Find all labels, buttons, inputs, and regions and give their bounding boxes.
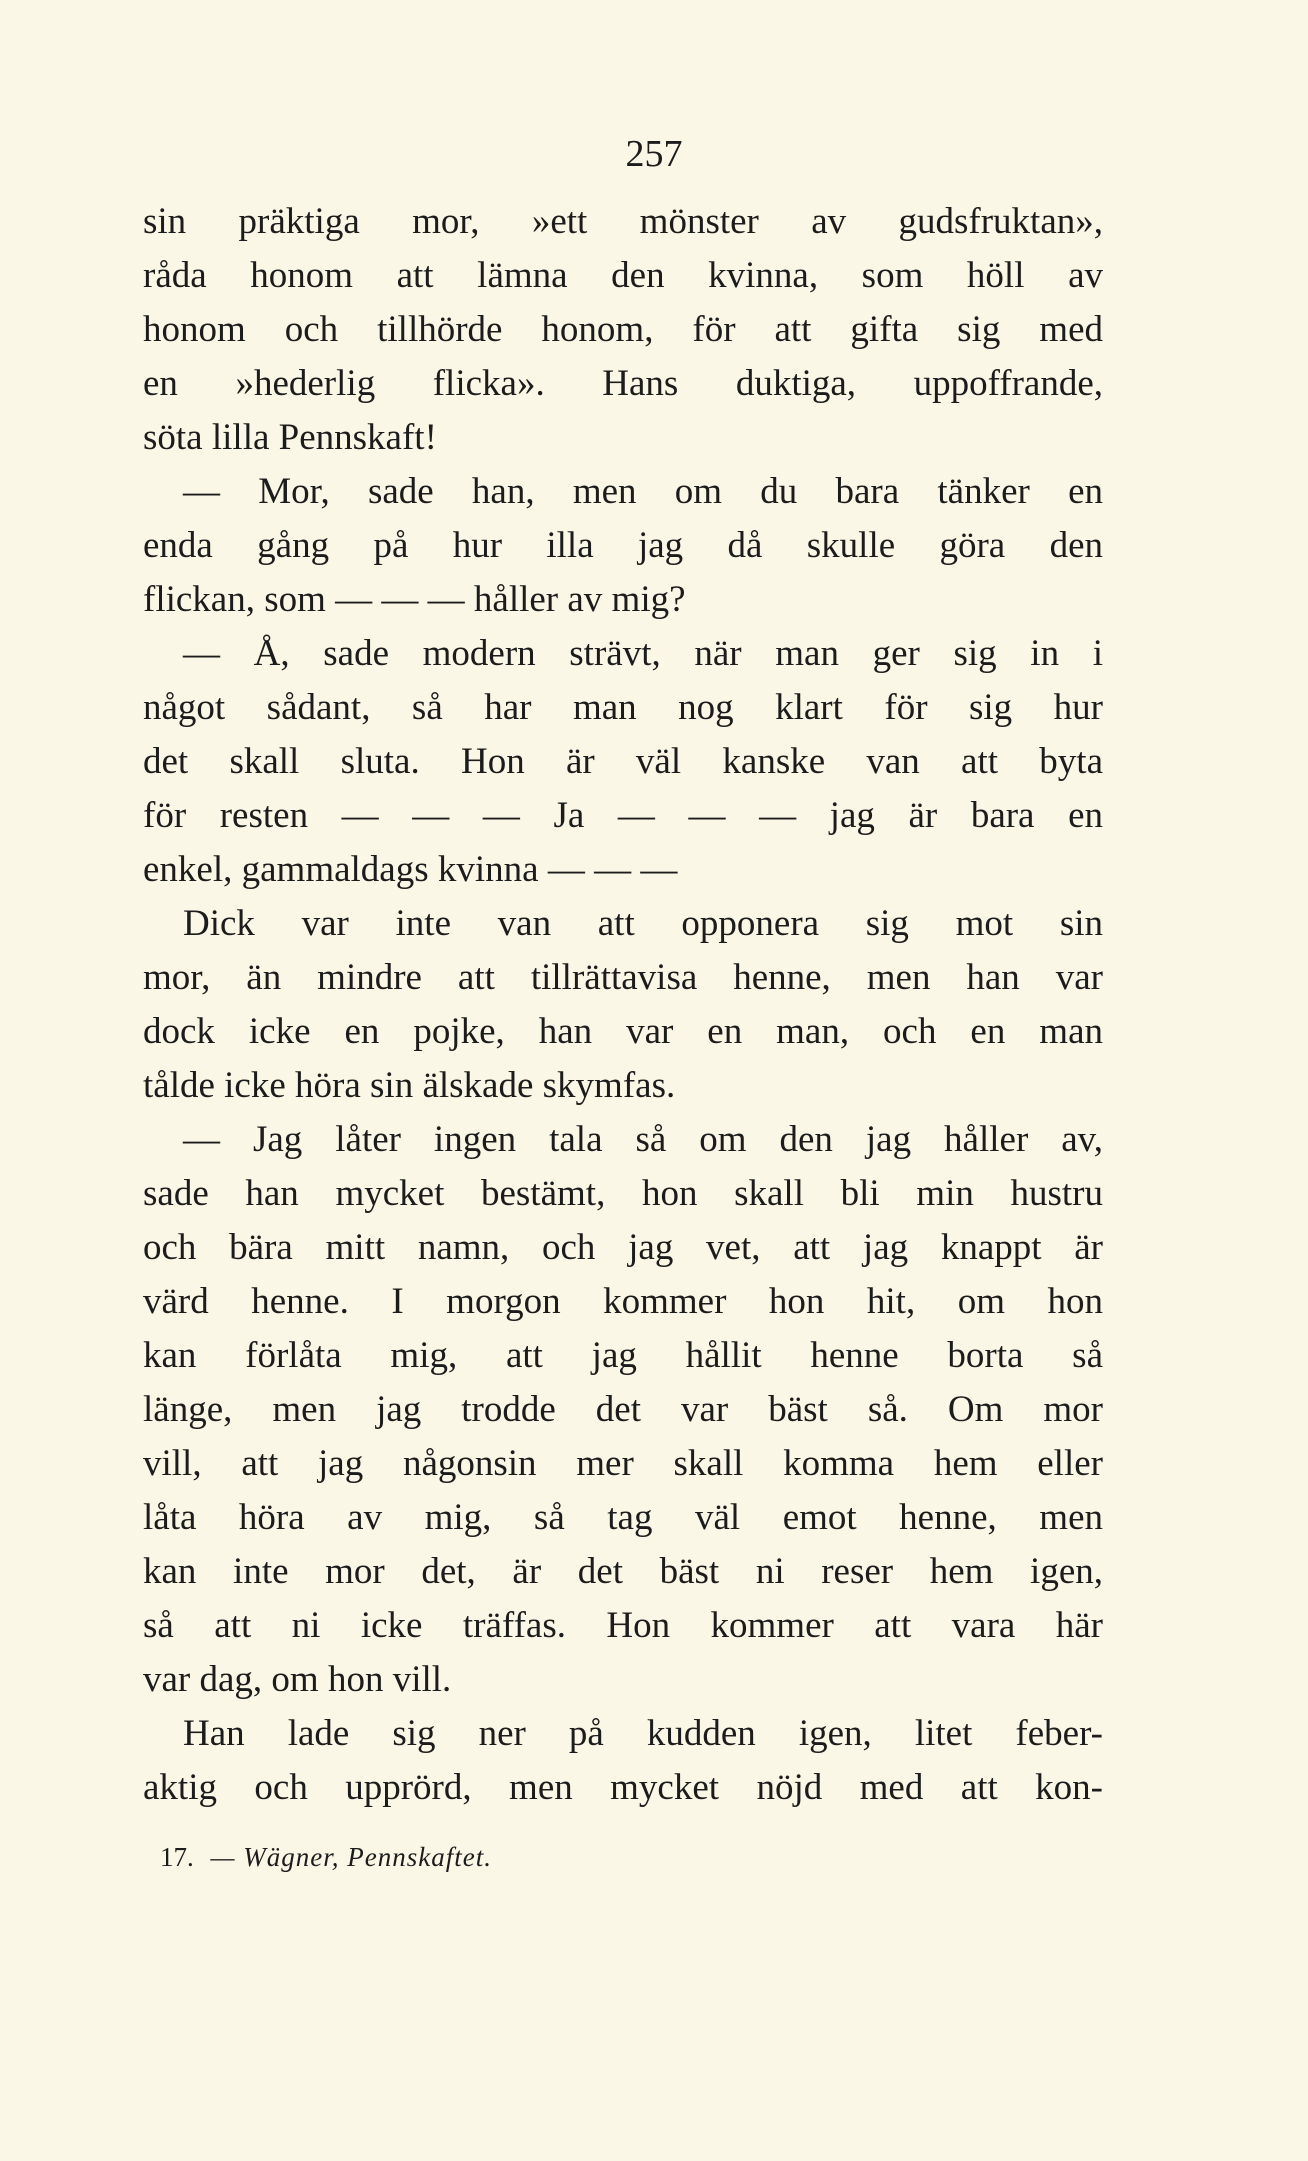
text-line-12: för resten — — — Ja — — — jag är bara en [143, 795, 1103, 836]
text-line-18: — Jag låter ingen tala så om den jag håller av, [183, 1119, 1103, 1160]
text-line-28: var dag, om hon vill. [143, 1659, 452, 1700]
text-line-15: mor, än mindre att tillrättavisa henne, men han var [143, 957, 1103, 998]
text-line-22: kan förlåta mig, att jag hållit henne borta så [143, 1335, 1103, 1376]
text-line-19: sade han mycket bestämt, hon skall bli min hustru [143, 1173, 1103, 1214]
text-line-26: kan inte mor det, är det bäst ni reser hem igen, [143, 1551, 1103, 1592]
text-line-27: så att ni icke träffas. Hon kommer att vara här [143, 1605, 1103, 1646]
text-line-23: länge, men jag trodde det var bäst så. Om mor [143, 1389, 1103, 1430]
text-line-21: värd henne. I morgon kommer hon hit, om hon [143, 1281, 1103, 1322]
text-line-8: flickan, som — — — håller av mig? [143, 579, 686, 620]
body-text [143, 195, 1103, 1815]
text-line-25: låta höra av mig, så tag väl emot henne, men [143, 1497, 1103, 1538]
text-line-16: dock icke en pojke, han var en man, och en man [143, 1011, 1103, 1052]
text-line-7: enda gång på hur illa jag då skulle göra den [143, 525, 1103, 566]
text-line-4: en »hederlig flicka». Hans duktiga, uppoffrande, [143, 363, 1103, 404]
text-line-13: enkel, gammaldags kvinna — — — [143, 849, 678, 890]
text-line-20: och bära mitt namn, och jag vet, att jag knappt är [143, 1227, 1103, 1268]
text-line-14: Dick var inte van att opponera sig mot sin [183, 903, 1103, 944]
text-line-29: Han lade sig ner på kudden igen, litet feber- [183, 1713, 1103, 1754]
text-line-10: något sådant, så har man nog klart för sig hur [143, 687, 1103, 728]
page-number: 257 [625, 133, 683, 175]
text-line-2: råda honom att lämna den kvinna, som höll av [143, 255, 1103, 296]
text-line-24: vill, att jag någonsin mer skall komma hem eller [143, 1443, 1103, 1484]
text-line-9: — Å, sade modern strävt, när man ger sig in i [183, 633, 1103, 674]
text-line-17: tålde icke höra sin älskade skymfas. [143, 1065, 676, 1106]
text-line-11: det skall sluta. Hon är väl kanske van att byta [143, 741, 1103, 782]
text-line-5: söta lilla Pennskaft! [143, 417, 437, 458]
text-line-1: sin präktiga mor, »ett mönster av gudsfruktan», [143, 201, 1103, 242]
text-line-6: — Mor, sade han, men om du bara tänker en [183, 471, 1103, 512]
signature-number: 17. [160, 1842, 194, 1872]
printer-signature [160, 1842, 492, 1873]
signature-title: — Wägner, Pennskaftet. [210, 1842, 492, 1872]
text-line-3: honom och tillhörde honom, för att gifta sig med [143, 309, 1103, 350]
text-line-30: aktig och upprörd, men mycket nöjd med att kon- [143, 1767, 1103, 1808]
